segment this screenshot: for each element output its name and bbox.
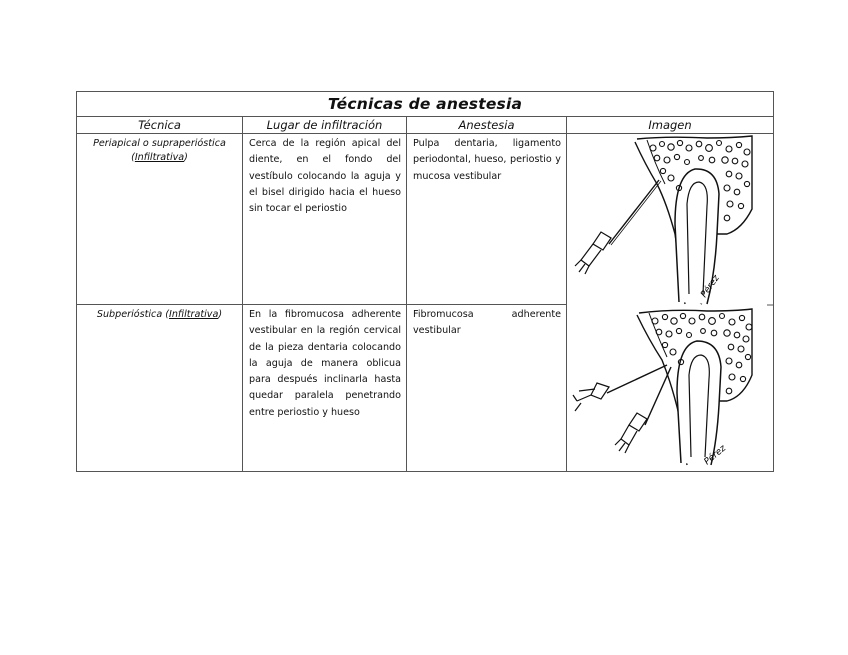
tecnica-cell	[77, 134, 243, 305]
anestesia-cell: Pulpa dentaria, ligamento periodontal, hueso, periostio y mucosa vestibular	[407, 134, 567, 305]
anesthesia-techniques-table	[76, 91, 774, 472]
image-cell	[567, 134, 774, 305]
lugar-cell: Cerca de la región apical del diente, en el fondo del vestíbulo colocando la aguja y el bisel dirigido hacia el hueso sin tocar el periostio	[243, 134, 407, 305]
header-imagen: Imagen	[567, 117, 774, 134]
header-tecnica: Técnica	[77, 117, 243, 134]
illustrator-signature: Pérez	[702, 443, 729, 467]
paren-open: (	[131, 152, 135, 163]
table-row	[77, 305, 774, 472]
lugar-cell: En la fibromucosa adherente vestibular en la región cervical de la pieza dentaria colocando la aguja de manera oblicua para después inclinarla hasta quedar paralela penetrando entre periostio y hueso	[243, 305, 407, 472]
header-lugar: Lugar de infiltración	[243, 117, 407, 134]
image-cell	[567, 305, 774, 472]
tecnica-type: Infiltrativa	[134, 152, 185, 163]
illustrator-signature: Pérez	[699, 273, 722, 300]
tooth-injection-illustration	[567, 305, 774, 470]
tecnica-cell	[77, 305, 243, 472]
anestesia-cell: Fibromucosa adherente vestibular	[407, 305, 567, 472]
tecnica-name: Subperióstica (	[96, 309, 169, 320]
table-title: Técnicas de anestesia	[77, 92, 774, 117]
tooth-injection-illustration	[567, 134, 774, 306]
tecnica-type: Infiltrativa	[169, 309, 219, 320]
paren-close: )	[218, 309, 223, 320]
table-row	[77, 134, 774, 305]
tecnica-name: Periapical o supraperióstica	[93, 138, 226, 149]
paren-close: )	[184, 152, 188, 163]
header-anestesia: Anestesia	[407, 117, 567, 134]
